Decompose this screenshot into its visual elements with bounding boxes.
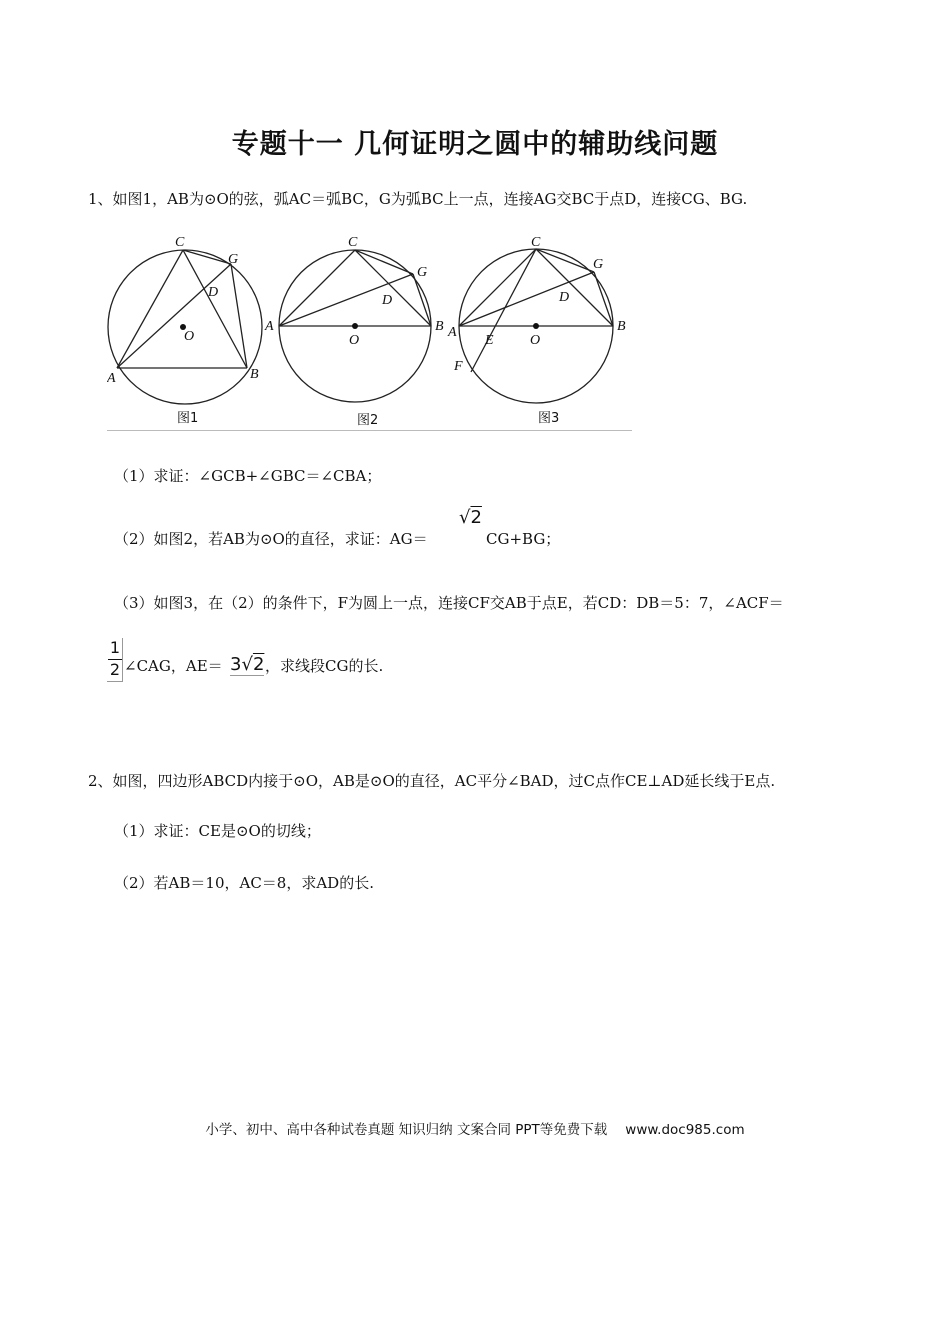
fig1-label-O: O [184,329,195,344]
fig3-label-O: O [530,333,541,348]
q2-part2: （2）若AB＝10，AC＝8，求AD的长. [114,874,374,892]
fig3-CG [536,249,594,272]
q1-part1: （1）求证：∠GCB+∠GBC＝∠CBA； [114,467,382,485]
fraction-denominator: 2 [109,660,121,679]
fig3-label-F: F [454,359,463,374]
fig3-label-B: B [617,319,626,334]
fig3-CF [471,249,536,372]
q2-stem: 2、如图，四边形ABCD内接于⊙O，AB是⊙O的直径，AC平分∠BAD，过C点作CE⊥AD延长线于E点. [88,772,776,790]
fig3-AC [459,249,536,326]
fig2-label-A: A [265,319,274,334]
three-sqrt2-coef: 3 [230,654,242,675]
figure-divider [107,430,632,431]
fig2-BG [413,274,431,326]
fig2-center-dot [352,323,358,329]
three-sqrt2-radicand: 2 [252,654,265,675]
fraction-numerator: 1 [109,638,121,657]
fig2-label-D: D [382,293,393,308]
q1-figures [107,232,632,432]
fig2-CG [355,250,413,274]
fig2-AG [279,274,413,326]
fig2-label-C: C [348,235,358,250]
q1-stem: 1、如图1，AB为⊙O的弦，弧AC＝弧BC，G为弧BC上一点，连接AG交BC于点D，连接CG、BG. [88,190,748,208]
fig1-label-A: A [107,371,116,386]
q1-part2-a: （2）如图2，若AB为⊙O的直径，求证：AG＝ [114,530,428,548]
fig1-caption: 图1 [177,411,199,426]
fig1-label-G: G [228,252,239,267]
page-title: 专题十一 几何证明之圆中的辅助线问题 [231,129,719,160]
fig3-BG [594,272,613,326]
q1-part2-b: CG+BG； [486,530,561,548]
fig3-AG [459,272,594,326]
fig3-label-A: A [448,325,457,340]
fig3-label-E: E [485,333,494,348]
fig2-label-B: B [435,319,444,334]
footer-url[interactable]: www.doc985.com [625,1122,745,1138]
fig2-label-O: O [349,333,360,348]
sqrt2-radicand: 2 [470,507,482,528]
three-sqrt2: 3√2 [230,654,265,675]
half-fraction [107,638,123,682]
fig1-label-D: D [208,285,219,300]
fig1-label-C: C [175,235,185,250]
fig1-label-B: B [250,367,259,382]
fig2-AC [279,250,355,326]
fig3-label-D: D [559,290,570,305]
q1-part3-a: （3）如图3，在（2）的条件下，F为圆上一点，连接CF交AB于点E，若CD：DB＝5：7，∠ACF＝ [114,594,784,612]
geometry-figures [107,232,632,432]
fraction-box-edge [107,638,123,682]
fig2-BC [355,250,431,326]
footer-text: 小学、初中、高中各种试卷真题 知识归纳 文案合同 PPT等免费下载 [205,1122,608,1138]
q1-part3-c: ，求线段CG的长. [265,657,384,675]
fig3-caption: 图3 [538,411,560,426]
q2-part1: （1）求证：CE是⊙O的切线； [114,822,321,840]
fig1-AC [117,250,183,368]
fig1-CG [183,250,231,264]
fig1-AG [117,264,231,368]
fig3-label-C: C [531,235,541,250]
fig2-label-G: G [417,265,428,280]
sqrt2-symbol: √2 [459,507,482,528]
page-footer [0,1118,950,1138]
q1-part3-b: ∠CAG，AE＝ [124,657,223,675]
fig3-label-G: G [593,257,604,272]
fig3-center-dot [533,323,539,329]
fig2-caption: 图2 [357,413,379,428]
